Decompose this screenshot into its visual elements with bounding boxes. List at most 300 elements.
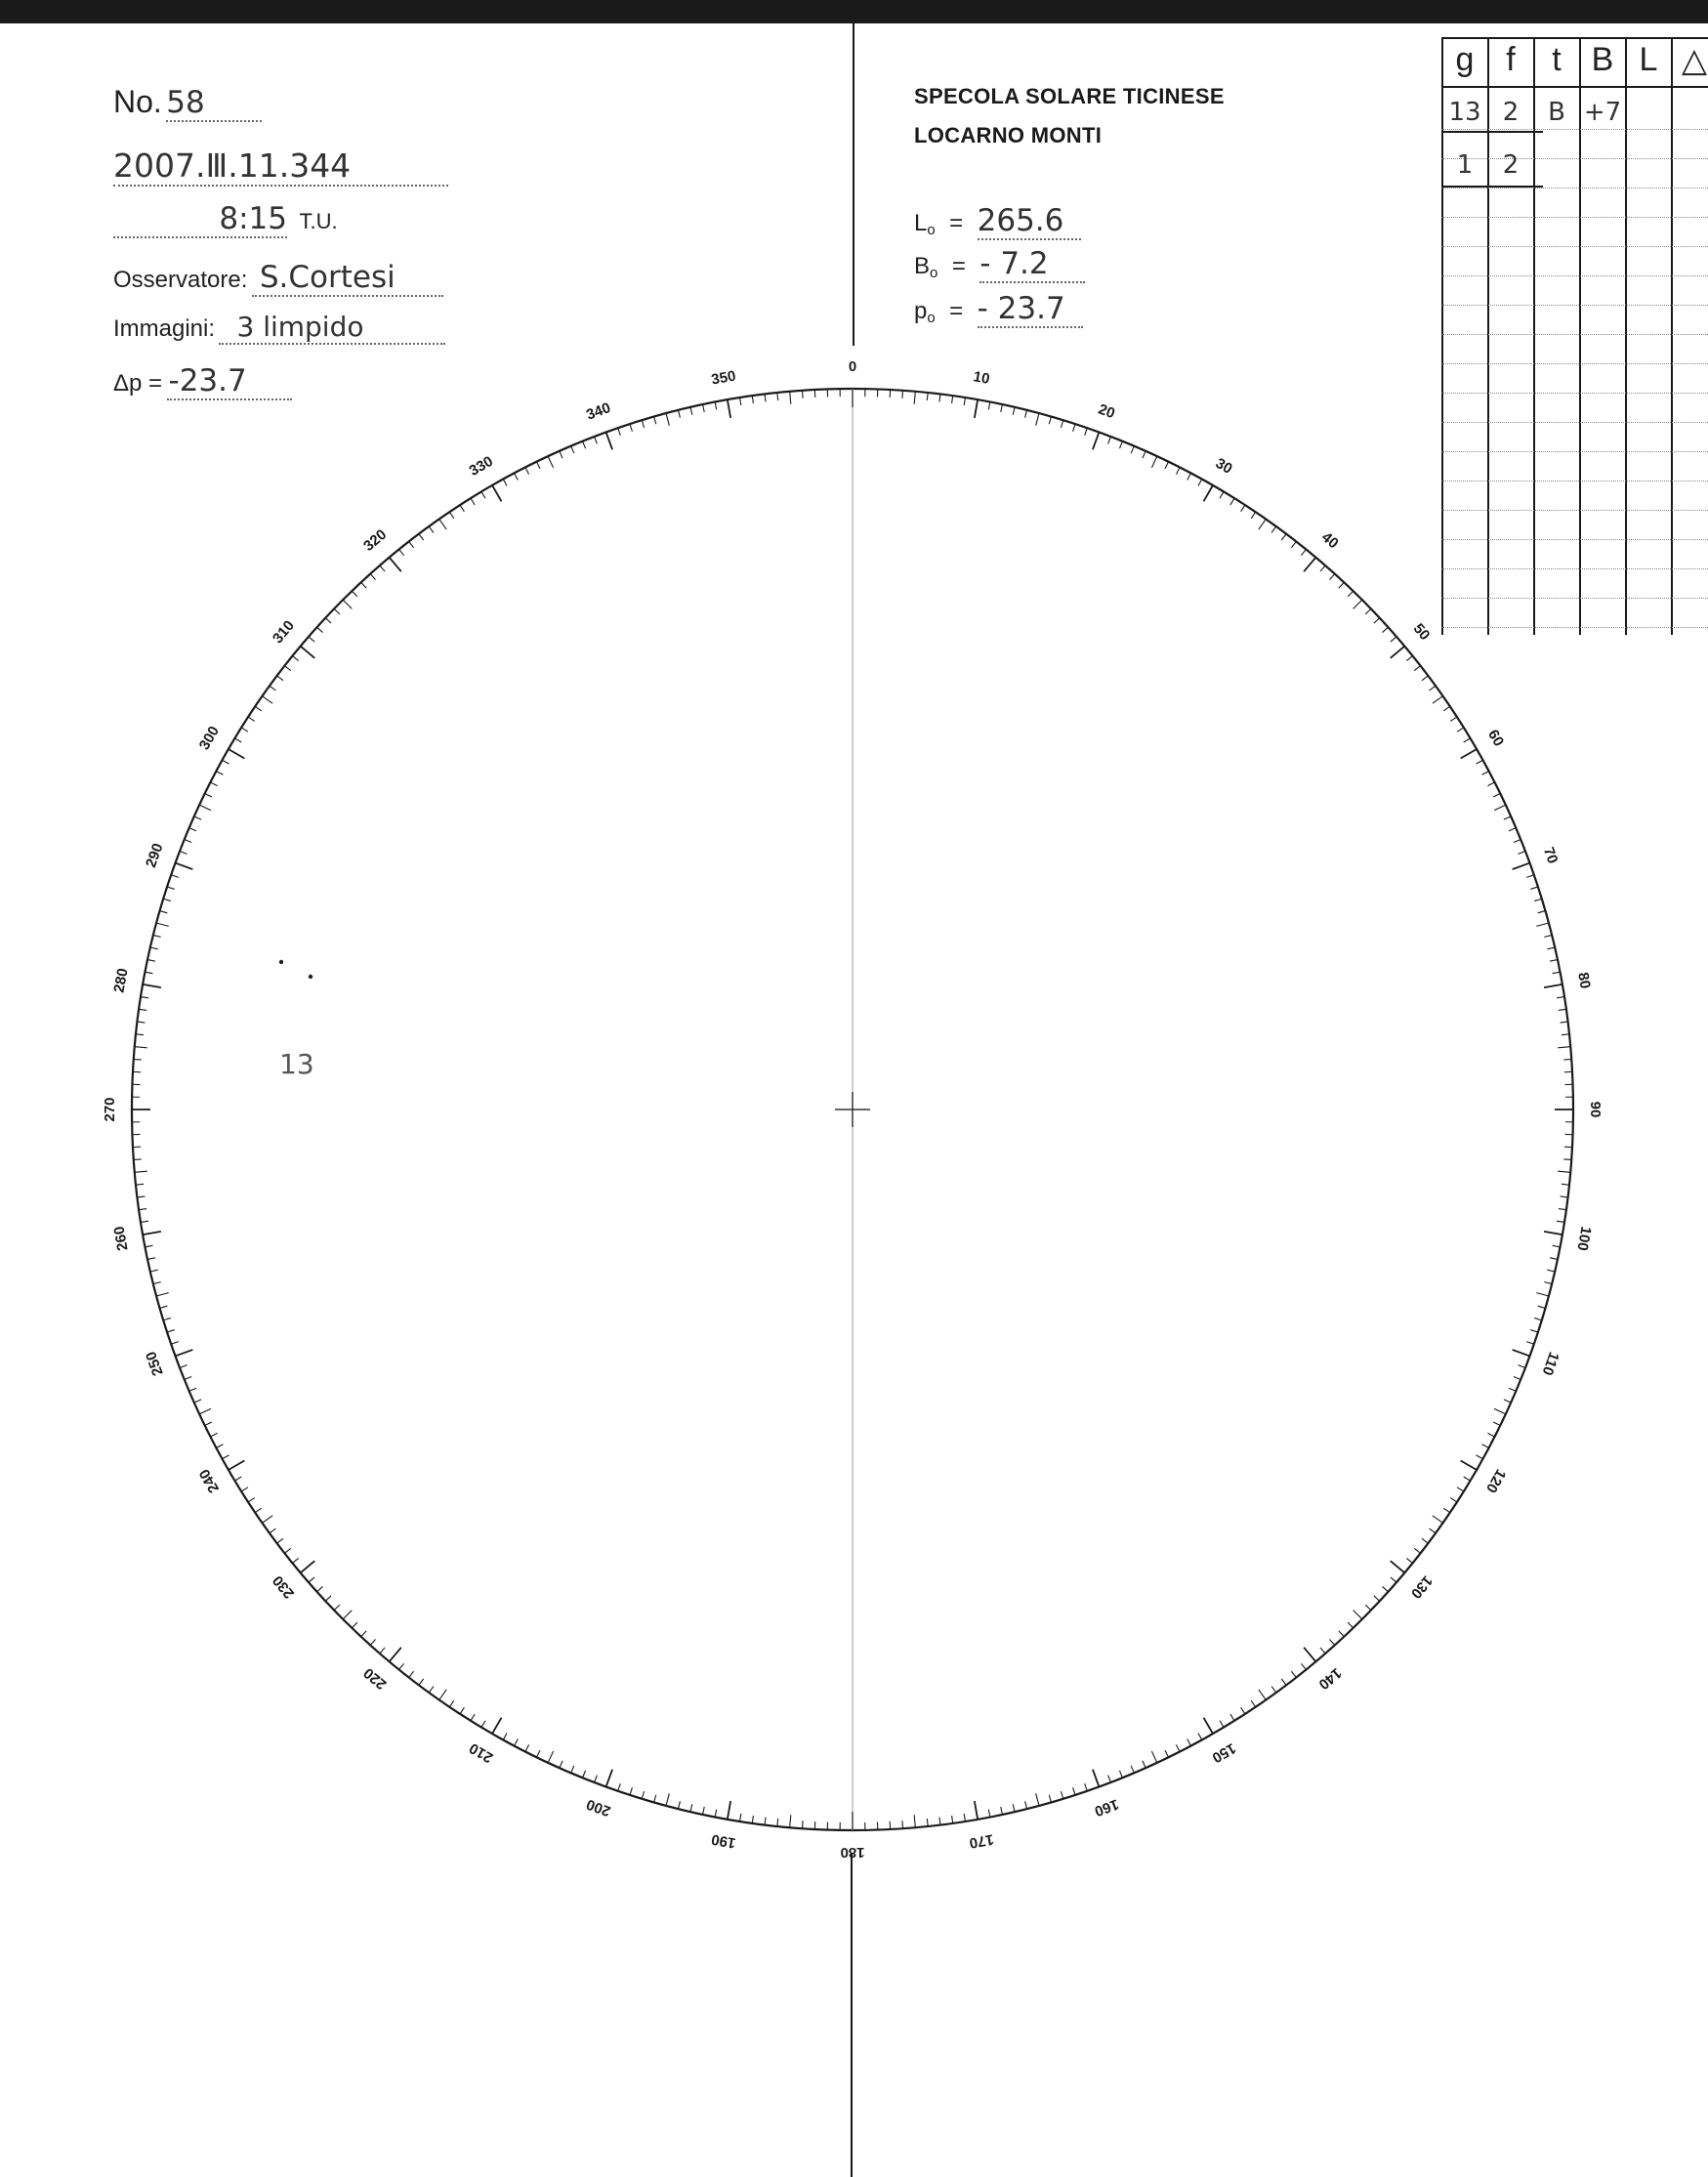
table-row-line	[1441, 393, 1708, 394]
degree-tick	[1494, 1408, 1506, 1413]
degree-tick	[1544, 1282, 1552, 1284]
degree-tick	[439, 1690, 446, 1700]
degree-tick	[1514, 840, 1521, 843]
degree-label: 10	[972, 368, 991, 388]
degree-tick	[1504, 816, 1511, 819]
degree-tick	[777, 393, 778, 400]
degree-tick	[270, 686, 275, 691]
degree-tick	[399, 1663, 404, 1669]
table-row-line	[1441, 422, 1708, 423]
degree-tick	[1301, 1663, 1306, 1669]
degree-label: 310	[269, 617, 298, 648]
table-row-line	[1441, 275, 1708, 276]
degree-tick	[1036, 413, 1039, 426]
degree-tick	[964, 398, 965, 405]
table-cell: 2	[1502, 150, 1520, 180]
b0-value: - 7.2	[979, 246, 1049, 281]
degree-tick	[301, 647, 315, 658]
degree-tick	[1493, 1422, 1500, 1426]
degree-tick	[205, 793, 212, 797]
degree-tick	[1536, 1293, 1549, 1296]
b0-label: B	[914, 253, 931, 279]
table-cell: 13	[1448, 98, 1481, 127]
degree-label: 250	[143, 1349, 167, 1378]
degree-tick	[241, 728, 248, 732]
degree-tick	[1281, 1679, 1286, 1685]
degree-tick	[1461, 749, 1477, 759]
degree-label: 30	[1212, 454, 1235, 478]
delta-p-label: Δp =	[113, 370, 163, 397]
degree-tick	[143, 984, 161, 987]
degree-tick	[1119, 441, 1122, 448]
degree-tick	[1093, 433, 1099, 450]
degree-tick	[606, 433, 612, 450]
degree-tick	[1348, 591, 1354, 597]
degree-tick	[167, 1330, 175, 1332]
degree-tick	[317, 1586, 323, 1591]
degree-tick	[1348, 1622, 1354, 1628]
table-row-line	[1441, 129, 1708, 130]
degree-tick	[964, 1814, 965, 1821]
degree-label: 70	[1539, 845, 1562, 866]
degree-tick	[1559, 1009, 1566, 1010]
degree-tick	[654, 417, 656, 425]
degree-tick	[1519, 852, 1525, 855]
degree-tick	[1108, 1776, 1111, 1782]
degree-tick	[1422, 1538, 1428, 1543]
degree-tick	[1131, 1766, 1134, 1773]
degree-tick	[952, 1816, 953, 1823]
degree-tick	[370, 1639, 375, 1645]
degree-tick	[1450, 717, 1457, 721]
degree-tick	[595, 1776, 598, 1782]
degree-tick	[666, 1793, 669, 1806]
degree-tick	[1391, 1561, 1405, 1572]
degree-tick	[139, 1209, 146, 1210]
degree-tick	[301, 1561, 315, 1572]
degree-tick	[548, 1751, 553, 1763]
degree-label: 270	[102, 1097, 118, 1122]
degree-tick	[1561, 1196, 1568, 1197]
degree-tick	[1464, 738, 1471, 742]
degree-tick	[1430, 1528, 1436, 1533]
degree-tick	[1406, 656, 1412, 661]
degree-tick	[1301, 549, 1306, 555]
degree-tick	[361, 582, 366, 588]
degree-tick	[1251, 1700, 1255, 1707]
degree-tick	[277, 676, 283, 681]
degree-tick	[141, 997, 148, 998]
degree-tick	[229, 749, 244, 759]
degree-tick	[352, 591, 357, 597]
degree-tick	[292, 1558, 298, 1563]
degree-tick	[439, 519, 446, 529]
degree-tick	[1509, 828, 1516, 831]
degree-tick	[728, 1801, 730, 1820]
degree-tick	[409, 541, 414, 547]
degree-label: 160	[1092, 1795, 1121, 1820]
degree-tick	[176, 1350, 193, 1356]
degree-tick	[309, 1577, 314, 1582]
degree-tick	[449, 512, 453, 519]
degree-tick	[1198, 1733, 1202, 1739]
sunspot	[279, 960, 283, 964]
degree-tick	[914, 1815, 915, 1827]
degree-label: 110	[1538, 1349, 1562, 1378]
degree-tick	[1563, 1159, 1571, 1160]
degree-tick	[1119, 1771, 1122, 1778]
degree-tick	[1464, 1477, 1471, 1481]
degree-tick	[189, 828, 196, 831]
degree-label: 150	[1209, 1738, 1239, 1767]
time-unit: T.U.	[299, 209, 338, 233]
degree-tick	[525, 1744, 529, 1751]
degree-tick	[1530, 887, 1538, 889]
table-row-line	[1441, 246, 1708, 247]
degree-tick	[163, 1318, 171, 1319]
degree-tick	[703, 1807, 705, 1815]
degree-tick	[223, 1455, 229, 1459]
degree-tick	[134, 1159, 142, 1160]
table-cell: 1	[1456, 150, 1474, 180]
degree-tick	[180, 1365, 187, 1368]
degree-label: 60	[1484, 727, 1508, 750]
table-cell: 2	[1502, 98, 1520, 127]
degree-tick	[606, 1770, 612, 1787]
degree-tick	[309, 637, 314, 642]
degree-tick	[988, 1810, 990, 1818]
degree-tick	[1365, 608, 1371, 614]
degree-tick	[1557, 997, 1564, 998]
degree-tick	[1143, 451, 1146, 458]
table-row-line	[1441, 217, 1708, 218]
degree-tick	[199, 1408, 211, 1413]
degree-tick	[1534, 899, 1542, 900]
degree-tick	[210, 782, 217, 786]
degree-tick	[571, 446, 574, 453]
degree-tick	[370, 574, 375, 580]
degree-tick	[1538, 1306, 1546, 1308]
degree-tick	[1476, 1455, 1482, 1459]
degree-tick	[1013, 407, 1015, 415]
degree-tick	[765, 1818, 766, 1825]
degree-tick	[189, 1388, 196, 1391]
sunspot-group-label: 13	[279, 1048, 314, 1080]
time-value: 8:15	[219, 201, 287, 236]
degree-tick	[618, 428, 621, 436]
degree-tick	[460, 505, 464, 512]
degree-tick	[1220, 1721, 1224, 1728]
degree-tick	[536, 1750, 540, 1757]
degree-tick	[156, 1293, 169, 1296]
degree-tick	[1281, 534, 1286, 540]
degree-tick	[914, 392, 915, 404]
degree-tick	[1151, 456, 1156, 468]
degree-tick	[803, 391, 804, 398]
degree-tick	[1544, 1232, 1562, 1235]
group-underline	[1441, 131, 1543, 133]
degree-tick	[146, 1245, 153, 1247]
degree-tick	[618, 1783, 621, 1791]
degree-tick	[160, 1306, 168, 1308]
degree-tick	[1550, 1258, 1558, 1260]
degree-tick	[1558, 1171, 1570, 1172]
sunspot	[309, 975, 312, 979]
degree-label: 280	[110, 967, 132, 994]
table-row-line	[1441, 598, 1708, 599]
degree-tick	[248, 717, 255, 721]
l0-value: 265.6	[977, 203, 1064, 238]
group-underline	[1441, 186, 1543, 188]
degree-tick	[1320, 1648, 1325, 1654]
degree-tick	[1382, 1586, 1388, 1591]
degree-tick	[1519, 1365, 1525, 1368]
degree-tick	[536, 462, 540, 469]
degree-label: 350	[710, 367, 737, 389]
table-header-cell: t	[1552, 41, 1562, 78]
degree-tick	[156, 923, 169, 926]
table-cell: B	[1548, 98, 1565, 127]
degree-tick	[678, 410, 680, 418]
l0-field: Lo = 265.6	[914, 203, 1081, 240]
degree-label: 0	[848, 358, 857, 375]
degree-tick	[255, 706, 262, 710]
degree-tick	[1176, 467, 1180, 474]
degree-tick	[1553, 1245, 1561, 1247]
degree-tick	[1085, 428, 1088, 436]
degree-tick	[1450, 1498, 1457, 1502]
degree-tick	[241, 1487, 248, 1491]
degree-tick	[1550, 960, 1558, 962]
degree-tick	[229, 1461, 244, 1471]
degree-tick	[1304, 558, 1315, 572]
degree-tick	[419, 534, 424, 540]
degree-tick	[292, 656, 298, 661]
degree-tick	[1143, 1761, 1146, 1768]
degree-tick	[1198, 480, 1202, 486]
degree-tick	[790, 1815, 791, 1827]
degree-label: 90	[1587, 1101, 1604, 1118]
degree-tick	[325, 618, 331, 623]
degree-tick	[752, 396, 753, 403]
degree-tick	[560, 451, 562, 458]
degree-tick	[449, 1700, 453, 1707]
degree-tick	[471, 1714, 475, 1721]
degree-tick	[1433, 696, 1443, 703]
degree-tick	[1241, 505, 1245, 512]
table-header-cell: g	[1455, 41, 1475, 78]
degree-tick	[141, 1221, 148, 1222]
degree-tick	[1176, 1744, 1180, 1751]
degree-tick	[571, 1766, 574, 1773]
images-label: Immagini:	[113, 315, 216, 342]
degree-tick	[1339, 582, 1344, 588]
degree-tick	[690, 1804, 692, 1812]
degree-tick	[902, 391, 903, 398]
degree-tick	[583, 441, 586, 448]
degree-tick	[988, 402, 990, 410]
degree-label: 170	[968, 1830, 995, 1852]
degree-label: 50	[1409, 620, 1434, 645]
degree-label: 80	[1574, 971, 1594, 990]
degree-label: 120	[1481, 1466, 1510, 1496]
degree-tick	[630, 1787, 632, 1795]
table-cell: +7	[1583, 98, 1622, 127]
degree-tick	[150, 1270, 158, 1272]
degree-tick	[481, 491, 485, 498]
degree-tick	[234, 738, 241, 742]
degree-label: 130	[1407, 1571, 1437, 1602]
degree-tick	[1354, 600, 1362, 608]
degree-tick	[1131, 446, 1134, 453]
delta-p-value: -23.7	[168, 363, 247, 398]
degree-tick	[1561, 1022, 1568, 1023]
images-value: 3 limpido	[236, 311, 364, 343]
degree-tick	[380, 1648, 385, 1654]
group-table	[1441, 37, 1708, 635]
degree-label: 20	[1096, 400, 1117, 423]
degree-tick	[1165, 462, 1169, 469]
degree-tick	[1085, 1783, 1088, 1791]
observer-label: Osservatore:	[113, 267, 248, 293]
degree-tick	[1544, 984, 1562, 987]
degree-tick	[317, 627, 323, 632]
degree-tick	[927, 1819, 928, 1826]
degree-label: 180	[840, 1844, 865, 1861]
table-header-cell: B	[1591, 41, 1614, 78]
p0-value: - 23.7	[977, 291, 1065, 326]
institute-location: LOCARNO MONTI	[914, 123, 1103, 147]
table-row-line	[1441, 334, 1708, 335]
degree-tick	[1526, 875, 1534, 878]
degree-tick	[1259, 519, 1266, 529]
table-header-cell: △	[1681, 42, 1708, 79]
degree-tick	[939, 1818, 940, 1825]
degree-tick	[1557, 1221, 1564, 1222]
degree-tick	[1443, 706, 1450, 710]
institute-name: SPECOLA SOLARE TICINESE	[914, 84, 1225, 108]
degree-label: 40	[1317, 528, 1342, 553]
degree-tick	[595, 437, 598, 443]
degree-tick	[752, 1816, 753, 1823]
degree-tick	[654, 1795, 656, 1803]
degree-tick	[352, 1622, 357, 1628]
degree-tick	[503, 1733, 507, 1739]
degree-tick	[1547, 947, 1555, 949]
degree-tick	[262, 1516, 272, 1523]
degree-tick	[1187, 473, 1191, 480]
degree-tick	[1513, 1350, 1530, 1356]
degree-tick	[284, 666, 290, 671]
degree-tick	[583, 1771, 586, 1778]
degree-tick	[1251, 512, 1255, 519]
degree-tick	[548, 456, 553, 468]
degree-tick	[1165, 1750, 1169, 1757]
degree-tick	[492, 1718, 502, 1734]
degree-tick	[135, 1047, 147, 1048]
degree-tick	[334, 608, 340, 614]
degree-tick	[1187, 1739, 1191, 1746]
degree-tick	[1457, 728, 1464, 732]
degree-label: 260	[110, 1225, 132, 1252]
degree-tick	[1073, 424, 1075, 432]
degree-tick	[136, 1184, 144, 1185]
degree-tick	[728, 399, 730, 418]
degree-tick	[199, 805, 211, 810]
degree-tick	[1391, 647, 1405, 658]
degree-tick	[1230, 1714, 1234, 1721]
degree-tick	[1443, 1508, 1450, 1512]
degree-label: 300	[195, 723, 224, 753]
degree-tick	[1487, 1433, 1494, 1437]
p0-label: p	[914, 298, 928, 324]
degree-tick	[1204, 1718, 1214, 1734]
degree-tick	[460, 1707, 464, 1714]
degree-tick	[194, 816, 201, 819]
date-value: 2007.Ⅲ.11.344	[113, 147, 352, 185]
degree-tick	[678, 1801, 680, 1809]
degree-label: 220	[360, 1664, 391, 1694]
degree-tick	[343, 600, 352, 608]
degree-tick	[1108, 437, 1111, 443]
degree-tick	[952, 396, 953, 403]
degree-label: 340	[584, 399, 613, 424]
table-column-line	[1625, 37, 1627, 635]
degree-tick	[503, 480, 507, 486]
degree-tick	[1509, 1388, 1516, 1391]
degree-tick	[1558, 1047, 1570, 1048]
degree-label: 100	[1573, 1225, 1595, 1252]
degree-tick	[1391, 1577, 1396, 1582]
degree-tick	[803, 1821, 804, 1828]
degree-tick	[1562, 1184, 1569, 1185]
degree-tick	[1563, 1060, 1571, 1061]
degree-tick	[765, 395, 766, 402]
degree-tick	[1304, 1648, 1315, 1662]
degree-tick	[255, 1508, 262, 1512]
degree-label: 230	[269, 1571, 298, 1602]
degree-tick	[939, 395, 940, 402]
degree-tick	[1547, 1270, 1555, 1272]
degree-label: 200	[584, 1795, 613, 1820]
degree-tick	[715, 402, 717, 410]
degree-tick	[147, 960, 155, 962]
table-row-line	[1441, 451, 1708, 452]
degree-tick	[1493, 793, 1500, 797]
degree-tick	[390, 1648, 401, 1662]
degree-tick	[325, 1596, 331, 1601]
degree-tick	[790, 392, 791, 404]
degree-tick	[1559, 1209, 1566, 1210]
degree-tick	[1414, 1548, 1420, 1553]
degree-tick	[1536, 923, 1549, 926]
degree-tick	[630, 424, 632, 432]
degree-tick	[210, 1433, 217, 1437]
degree-tick	[1241, 1707, 1245, 1714]
degree-tick	[1433, 1516, 1443, 1523]
observer-value: S.Cortesi	[259, 260, 396, 295]
degree-tick	[975, 1801, 978, 1820]
degree-tick	[1061, 420, 1062, 428]
degree-tick	[1329, 574, 1334, 580]
degree-tick	[216, 1444, 223, 1448]
degree-tick	[163, 899, 171, 900]
degree-tick	[715, 1810, 717, 1818]
number-label: No.	[113, 84, 162, 119]
degree-tick	[1476, 760, 1482, 764]
table-row-line	[1441, 627, 1708, 628]
degree-tick	[1538, 911, 1546, 913]
